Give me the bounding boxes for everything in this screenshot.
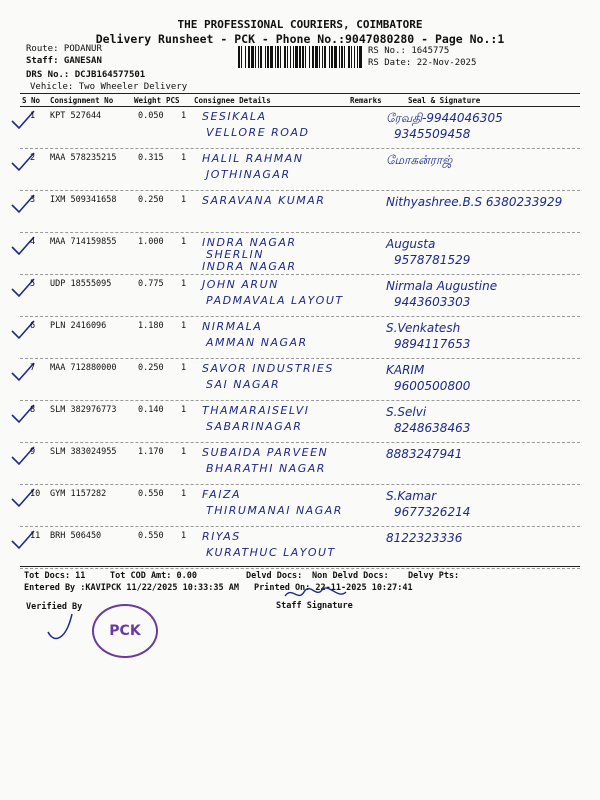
row-signature-line: 8883247941 <box>386 447 463 461</box>
col-seal-signature: Seal & Signature <box>408 96 481 105</box>
barcode-bar <box>265 46 266 68</box>
row-signature-line: மோகன்ராஜ் <box>386 153 453 167</box>
row-separator <box>20 232 580 233</box>
barcode-bar <box>312 46 314 68</box>
row-consignee-line: AMMAN NAGAR <box>206 336 308 349</box>
row-pcs: 1 <box>181 195 187 205</box>
col-consignment: Consignment No <box>50 96 114 105</box>
barcode-bar <box>238 46 240 68</box>
row-consignee-line: SARAVANA KUMAR <box>202 194 326 207</box>
barcode-bar <box>324 46 326 68</box>
row-weight: 1.180 <box>138 321 164 331</box>
verified-check-scribble <box>44 610 78 644</box>
row-consignee-line: VELLORE ROAD <box>206 126 310 139</box>
row-separator <box>20 190 580 191</box>
row-weight: 0.140 <box>138 405 164 415</box>
barcode-bar <box>351 46 352 68</box>
barcode-bar <box>305 46 306 68</box>
row-consignee-line: SESIKALA <box>202 110 267 123</box>
barcode-bar <box>270 46 273 68</box>
row-signature-line: 8122323336 <box>386 531 463 545</box>
stamp-text: PCK <box>109 623 141 639</box>
row-signature-line: 9578781529 <box>394 253 471 267</box>
row-consignment-no: IXM 509341658 <box>50 195 117 205</box>
barcode-bar <box>267 46 269 68</box>
row-weight: 1.170 <box>138 447 164 457</box>
row-signature-line: Nithyashree.B.S 6380233929 <box>386 195 563 209</box>
barcode-bar <box>293 46 294 68</box>
col-pcs: PCS <box>166 96 180 105</box>
row-pcs: 1 <box>181 153 187 163</box>
row-pcs: 1 <box>181 531 187 541</box>
row-consignment-no: SLM 382976773 <box>50 405 117 415</box>
col-sno: S No <box>22 96 41 105</box>
row-separator <box>20 442 580 443</box>
barcode-bar <box>334 46 337 68</box>
row-weight: 0.775 <box>138 279 164 289</box>
row-consignee-line: NIRMALA <box>202 320 263 333</box>
delivery-points: Delvy Pts: <box>408 571 460 581</box>
row-consignee-line: KURATHUC LAYOUT <box>206 546 336 559</box>
row-sno: 11 <box>30 531 41 541</box>
barcode-bar <box>341 46 343 68</box>
barcode-bar <box>322 46 323 68</box>
barcode-bar <box>275 46 276 68</box>
barcode-bar <box>258 46 259 68</box>
barcode <box>238 46 364 68</box>
row-sno: 7 <box>30 363 36 373</box>
vehicle: Vehicle: Two Wheeler Delivery <box>30 82 188 92</box>
runsheet-subtitle: Delivery Runsheet - PCK - Phone No.:9047080280 - Page No.:1 <box>95 32 505 46</box>
barcode-bar <box>277 46 279 68</box>
header-rule-top <box>20 93 580 94</box>
row-weight: 0.550 <box>138 531 164 541</box>
row-pcs: 1 <box>181 405 187 415</box>
printed-on: Printed On: 22-11-2025 10:27:41 <box>254 583 413 593</box>
barcode-bar <box>255 46 256 68</box>
verified-by: Verified By <box>26 602 83 612</box>
rs-number: RS No.: 1645775 <box>368 46 450 56</box>
row-consignment-no: MAA 714159855 <box>50 237 117 247</box>
row-sno: 6 <box>30 321 36 331</box>
barcode-bar <box>359 46 362 68</box>
barcode-bar <box>280 46 281 68</box>
barcode-bar <box>290 46 291 68</box>
row-consignee-line: INDRA NAGAR <box>202 260 297 273</box>
row-separator <box>20 274 580 275</box>
row-consignee-line: HALIL RAHMAN <box>202 152 304 165</box>
row-consignee-line: SAI NAGAR <box>206 378 281 391</box>
barcode-bar <box>241 46 242 68</box>
row-separator <box>20 148 580 149</box>
row-signature-line: Augusta <box>386 237 436 251</box>
row-consignee-line: RIYAS <box>202 530 241 543</box>
route: Route: PODANUR <box>26 44 102 54</box>
row-weight: 0.250 <box>138 195 164 205</box>
row-weight: 1.000 <box>138 237 164 247</box>
row-consignment-no: MAA 578235215 <box>50 153 117 163</box>
row-signature-line: 9345509458 <box>394 127 471 141</box>
row-consignee-line: SHERLIN <box>206 248 264 261</box>
row-consignee-line: JOHN ARUN <box>202 278 279 291</box>
row-consignee-line: THIRUMANAI NAGAR <box>206 504 343 517</box>
row-separator <box>20 568 580 569</box>
barcode-bar <box>357 46 358 68</box>
barcode-bar <box>260 46 262 68</box>
row-consignee-line: SAVOR INDUSTRIES <box>202 362 334 375</box>
barcode-bar <box>331 46 333 68</box>
row-pcs: 1 <box>181 447 187 457</box>
row-separator <box>20 526 580 527</box>
pck-stamp <box>92 604 158 658</box>
col-weight: Weight <box>134 96 162 105</box>
rs-date: RS Date: 22-Nov-2025 <box>368 58 477 68</box>
barcode-bar <box>339 46 340 68</box>
row-signature-line: ரேவதி-9944046305 <box>386 111 503 125</box>
row-consignment-no: GYM 1157282 <box>50 489 107 499</box>
drs-number: DRS No.: DCJB164577501 <box>26 70 146 80</box>
row-signature-line: S.Venkatesh <box>386 321 461 335</box>
header-rule-bottom <box>20 106 580 107</box>
row-signature-line: S.Selvi <box>386 405 427 419</box>
barcode-bar <box>245 46 246 68</box>
row-weight: 0.250 <box>138 363 164 373</box>
row-consignment-no: BRH 506450 <box>50 531 102 541</box>
row-consignment-no: KPT 527644 <box>50 111 102 121</box>
barcode-bar <box>348 46 350 68</box>
row-consignee-line: PADMAVALA LAYOUT <box>206 294 344 307</box>
barcode-bar <box>295 46 298 68</box>
row-sno: 2 <box>30 153 36 163</box>
barcode-bar <box>251 46 254 68</box>
entered-by: Entered By :KAVIPCK 11/22/2025 10:33:35 AM <box>24 583 239 593</box>
row-consignee-line: BHARATHI NAGAR <box>206 462 326 475</box>
total-docs: Tot Docs: 11 <box>24 571 86 581</box>
company-title: THE PROFESSIONAL COURIERS, COIMBATORE <box>177 18 423 31</box>
row-consignment-no: PLN 2416096 <box>50 321 107 331</box>
row-sno: 3 <box>30 195 36 205</box>
staff: Staff: GANESAN <box>26 56 102 66</box>
row-consignment-no: UDP 18555095 <box>50 279 112 289</box>
staff-signature: Staff Signature <box>276 601 353 611</box>
row-consignment-no: SLM 383024955 <box>50 447 117 457</box>
row-signature-line: 8248638463 <box>394 421 471 435</box>
barcode-bar <box>309 46 310 68</box>
row-sno: 1 <box>30 111 36 121</box>
col-remarks: Remarks <box>350 96 382 105</box>
row-weight: 0.315 <box>138 153 164 163</box>
row-pcs: 1 <box>181 237 187 247</box>
row-sno: 4 <box>30 237 36 247</box>
row-sno: 5 <box>30 279 36 289</box>
row-weight: 0.050 <box>138 111 164 121</box>
row-pcs: 1 <box>181 279 187 289</box>
row-separator <box>20 316 580 317</box>
row-consignee-line: SUBAIDA PARVEEN <box>202 446 329 459</box>
row-sno: 10 <box>30 489 41 499</box>
row-separator <box>20 484 580 485</box>
delivered-docs: Delvd Docs: <box>246 571 303 581</box>
row-signature-line: 9894117653 <box>394 337 471 351</box>
barcode-bar <box>354 46 355 68</box>
barcode-bar <box>299 46 301 68</box>
row-pcs: 1 <box>181 321 187 331</box>
col-consignee: Consignee Details <box>194 96 271 105</box>
total-cod: Tot COD Amt: 0.00 <box>110 571 197 581</box>
barcode-bar <box>284 46 286 68</box>
row-consignee-line: SABARINAGAR <box>206 420 303 433</box>
barcode-bar <box>287 46 288 68</box>
row-consignee-line: JOTHINAGAR <box>206 168 291 181</box>
row-signature-line: KARIM <box>386 363 425 377</box>
row-signature-line: 9443603303 <box>394 295 471 309</box>
row-signature-line: Nirmala Augustine <box>386 279 498 293</box>
row-signature-line: 9600500800 <box>394 379 471 393</box>
barcode-bar <box>302 46 304 68</box>
row-separator <box>20 400 580 401</box>
row-sno: 9 <box>30 447 36 457</box>
row-consignee-line: FAIZA <box>202 488 242 501</box>
row-pcs: 1 <box>181 363 187 373</box>
non-delivered-docs: Non Delvd Docs: <box>312 571 389 581</box>
barcode-bar <box>319 46 320 68</box>
row-signature-line: S.Kamar <box>386 489 437 503</box>
row-sno: 8 <box>30 405 36 415</box>
row-signature-line: 9677326214 <box>394 505 471 519</box>
row-weight: 0.550 <box>138 489 164 499</box>
staff-signature-scribble <box>280 584 350 604</box>
barcode-bar <box>315 46 318 68</box>
row-pcs: 1 <box>181 489 187 499</box>
barcode-bar <box>344 46 345 68</box>
row-consignee-line: INDRA NAGAR <box>202 236 297 249</box>
row-separator <box>20 358 580 359</box>
row-consignee-line: THAMARAISELVI <box>202 404 310 417</box>
row-consignment-no: MAA 712880000 <box>50 363 117 373</box>
barcode-bar <box>329 46 330 68</box>
footer-rule <box>20 566 580 567</box>
row-pcs: 1 <box>181 111 187 121</box>
barcode-bar <box>248 46 250 68</box>
